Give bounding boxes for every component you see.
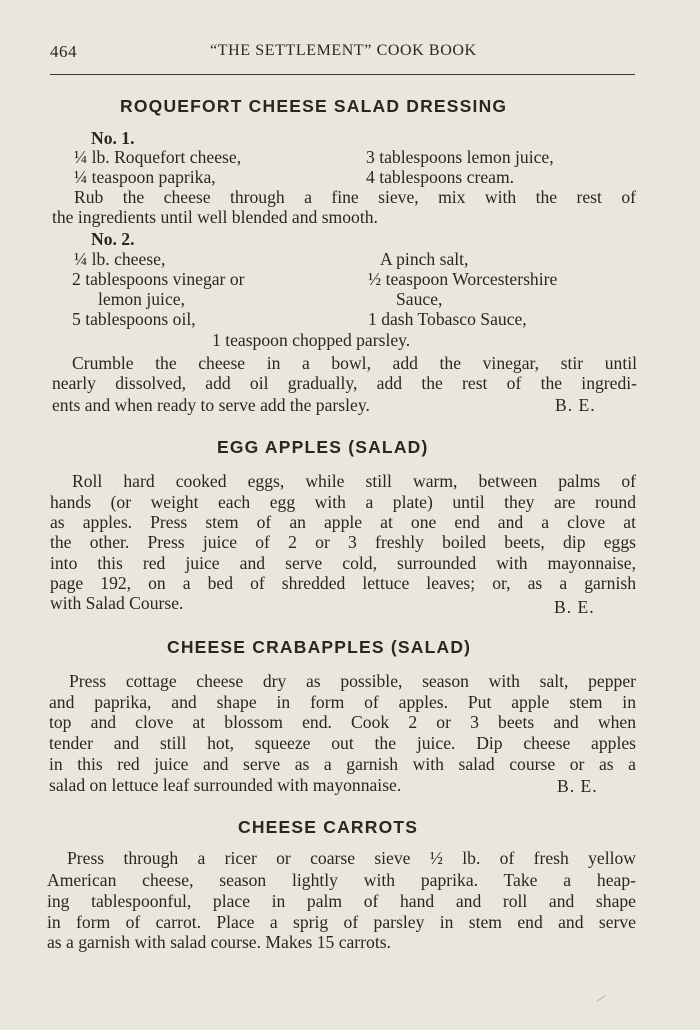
recipe-title-egg-apples: EGG APPLES (SALAD)	[217, 437, 429, 457]
author-signature: B. E.	[555, 395, 596, 415]
method-line: Crumble the cheese in a bowl, add the vinegar, stir until	[72, 353, 637, 373]
author-signature: B. E.	[557, 776, 598, 796]
method-line: top and clove at blossom end. Cook 2 or 3 beets and when	[49, 712, 636, 732]
author-signature: B. E.	[554, 597, 595, 617]
method-line: Roll hard cooked eggs, while still warm, between palms of	[72, 471, 636, 491]
ingredient: 5 tablespoons oil,	[72, 309, 196, 329]
paper-mark	[597, 995, 606, 1002]
method-line: ing tablespoonful, place in palm of hand and roll and shape	[47, 891, 636, 911]
ingredient: Sauce,	[396, 289, 443, 309]
method-line: tender and still hot, squeeze out the juice. Dip cheese apples	[49, 733, 636, 753]
method-line: Press through a ricer or coarse sieve ½ lb. of fresh yellow	[67, 848, 636, 868]
running-title: “THE SETTLEMENT” COOK BOOK	[210, 42, 477, 59]
method-line: in this red juice and serve as a garnish with salad course or as a	[49, 754, 636, 774]
method-line: with Salad Course.	[50, 593, 184, 613]
variant-label-2: No. 2.	[91, 229, 135, 249]
ingredient: 1 dash Tobasco Sauce,	[368, 309, 527, 329]
method-line: page 192, on a bed of shredded lettuce leaves; or, as a garnish	[50, 573, 636, 593]
method-line: hands (or weight each egg with a plate) until they are round	[50, 492, 636, 512]
header-rule	[50, 74, 635, 75]
ingredient: ¼ teaspoon paprika,	[74, 167, 216, 187]
method-line: and paprika, and shape in form of apples. Put apple stem in	[49, 692, 636, 712]
method-line: the ingredients until well blended and smooth.	[52, 207, 378, 227]
method-line: in form of carrot. Place a sprig of parsley in stem end and serve	[47, 912, 636, 932]
ingredient: 1 teaspoon chopped parsley.	[212, 330, 411, 350]
method-line: ents and when ready to serve add the parsley.	[52, 395, 370, 415]
method-line: as apples. Press stem of an apple at one end and a clove at	[50, 512, 636, 532]
method-line: Rub the cheese through a fine sieve, mix with the rest of	[74, 187, 636, 207]
ingredient: A pinch salt,	[380, 249, 469, 269]
method-line: Press cottage cheese dry as possible, season with salt, pepper	[69, 671, 636, 691]
method-line: into this red juice and serve cold, surrounded with mayonnaise,	[50, 553, 636, 573]
page-number: 464	[50, 42, 77, 61]
ingredient: ¼ lb. Roquefort cheese,	[74, 147, 242, 167]
ingredient: lemon juice,	[98, 289, 185, 309]
method-line: American cheese, season lightly with paprika. Take a heap-	[47, 870, 636, 890]
ingredient: 2 tablespoons vinegar or	[72, 269, 245, 289]
method-line: the other. Press juice of 2 or 3 freshly boiled beets, dip eggs	[50, 532, 636, 552]
ingredient: 4 tablespoons cream.	[366, 167, 515, 187]
recipe-title-roquefort: ROQUEFORT CHEESE SALAD DRESSING	[120, 96, 508, 116]
ingredient: 3 tablespoons lemon juice,	[366, 147, 554, 167]
method-line: as a garnish with salad course. Makes 15 carrots.	[47, 932, 391, 952]
variant-label-1: No. 1.	[91, 128, 135, 148]
page-header	[50, 42, 635, 64]
method-line: nearly dissolved, add oil gradually, add the rest of the ingredi-	[52, 373, 637, 393]
method-line: salad on lettuce leaf surrounded with mayonnaise.	[49, 775, 402, 795]
recipe-title-cheese-crabapples: CHEESE CRABAPPLES (SALAD)	[167, 637, 472, 657]
ingredient: ¼ lb. cheese,	[74, 249, 166, 269]
recipe-title-cheese-carrots: CHEESE CARROTS	[238, 817, 419, 837]
ingredient: ½ teaspoon Worcestershire	[368, 269, 558, 289]
